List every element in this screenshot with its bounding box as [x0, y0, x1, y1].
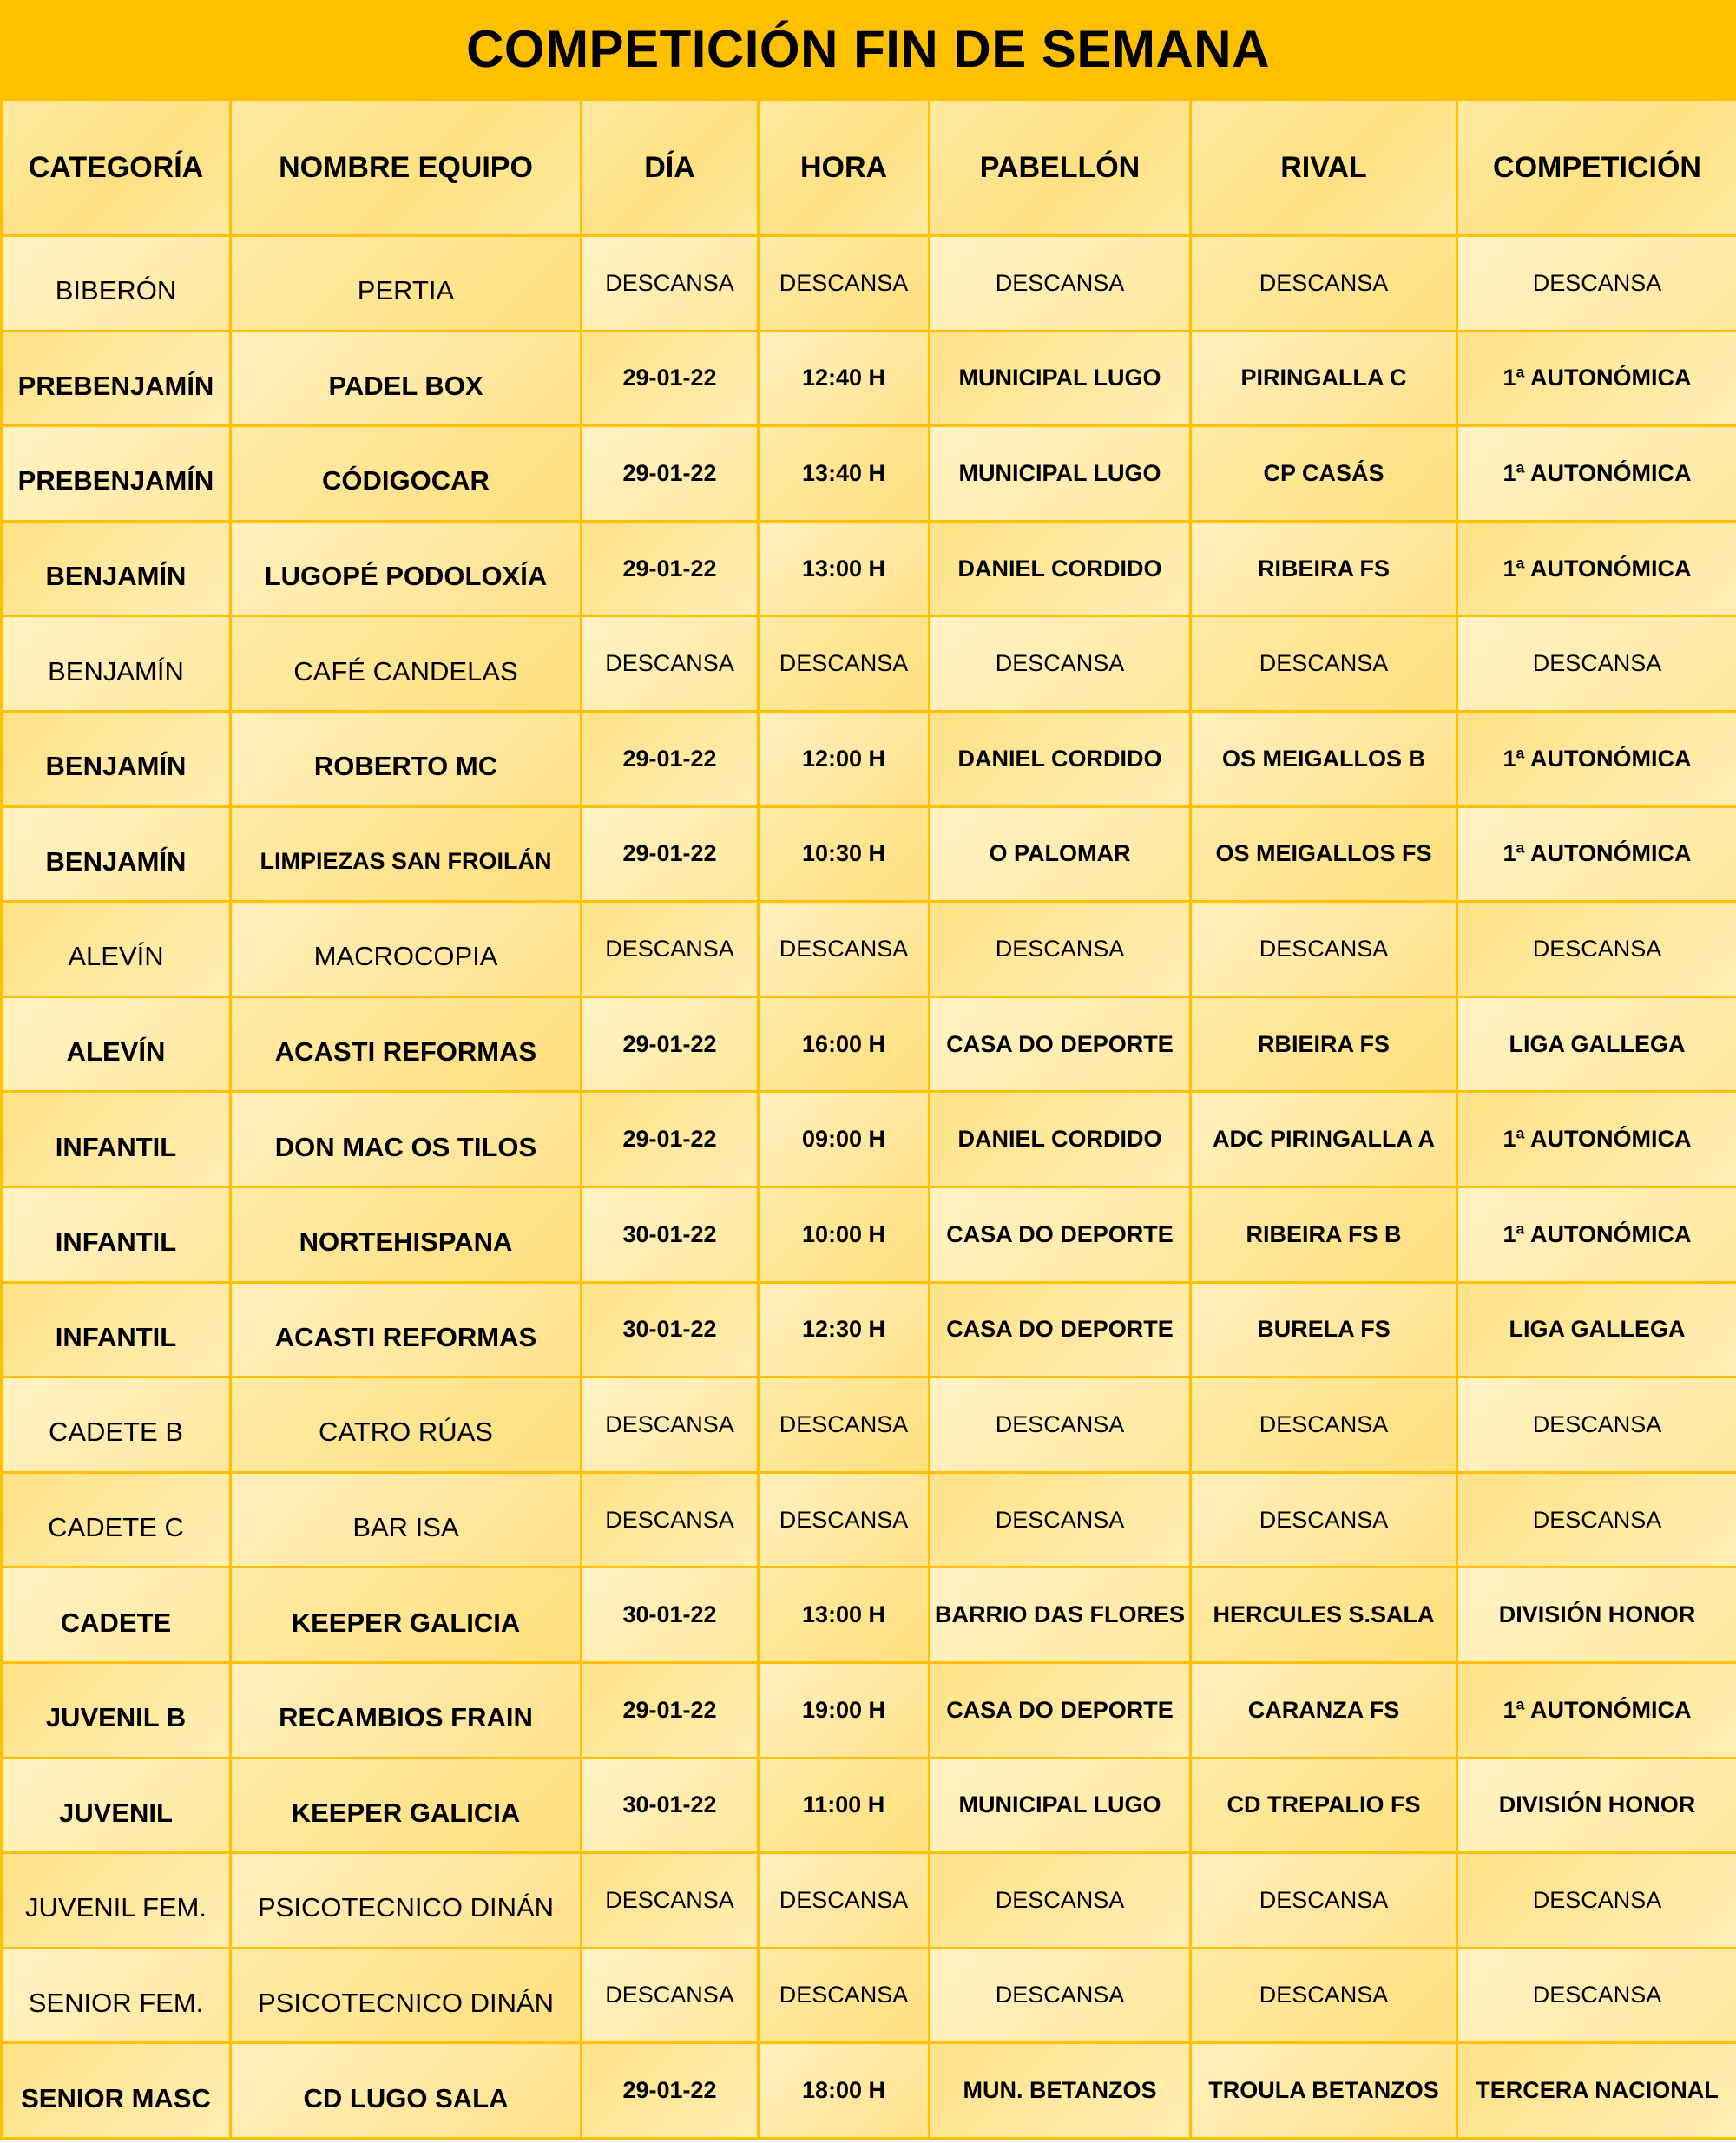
- category-cell: PREBENJAMÍN: [2, 426, 231, 522]
- time-cell: 13:00 H: [759, 1568, 930, 1663]
- table-row: [2, 1662, 1736, 1758]
- team-name-cell: CATRO RÚAS: [231, 1377, 582, 1473]
- competition-cell: 1ª AUTONÓMICA: [1457, 1092, 1736, 1187]
- competition-cell: DIVISIÓN HONOR: [1457, 1568, 1736, 1663]
- team-name-cell: PADEL BOX: [231, 331, 582, 426]
- header-category: CATEGORÍA: [2, 100, 231, 236]
- venue-cell: DESCANSA: [930, 1948, 1191, 2043]
- time-cell: 13:40 H: [759, 426, 930, 522]
- time-cell: 09:00 H: [759, 1092, 930, 1187]
- header-day: DÍA: [582, 100, 759, 236]
- category-cell: BENJAMÍN: [2, 711, 231, 806]
- venue-cell: DESCANSA: [930, 1853, 1191, 1949]
- rival-cell: DESCANSA: [1191, 902, 1457, 997]
- table-row: [2, 331, 1736, 426]
- team-name-cell: ACASTI REFORMAS: [231, 996, 582, 1092]
- title-bar: [0, 0, 1736, 98]
- page-title: COMPETICIÓN FIN DE SEMANA: [466, 20, 1270, 78]
- venue-cell: CASA DO DEPORTE: [930, 996, 1191, 1092]
- time-cell: 13:00 H: [759, 521, 930, 616]
- table-row: [2, 1282, 1736, 1377]
- venue-cell: CASA DO DEPORTE: [930, 1662, 1191, 1758]
- team-name-cell: CAFÉ CANDELAS: [231, 616, 582, 712]
- table-row: [2, 236, 1736, 332]
- rival-cell: PIRINGALLA C: [1191, 331, 1457, 426]
- time-cell: 16:00 H: [759, 996, 930, 1092]
- team-name-cell: MACROCOPIA: [231, 902, 582, 997]
- table-row: [2, 902, 1736, 997]
- rival-cell: RIBEIRA FS B: [1191, 1187, 1457, 1282]
- competition-cell: DIVISIÓN HONOR: [1457, 1758, 1736, 1853]
- rival-cell: DESCANSA: [1191, 1377, 1457, 1473]
- day-cell: 29-01-22: [582, 996, 759, 1092]
- day-cell: 29-01-22: [582, 806, 759, 902]
- table-row: [2, 806, 1736, 902]
- time-cell: DESCANSA: [759, 616, 930, 712]
- rival-cell: DESCANSA: [1191, 1853, 1457, 1949]
- competition-cell: DESCANSA: [1457, 902, 1736, 997]
- day-cell: 29-01-22: [582, 426, 759, 522]
- venue-cell: DESCANSA: [930, 236, 1191, 332]
- time-cell: DESCANSA: [759, 1948, 930, 2043]
- time-cell: 12:00 H: [759, 711, 930, 806]
- table-row: [2, 711, 1736, 806]
- time-cell: 18:00 H: [759, 2043, 930, 2139]
- table-body: [2, 236, 1736, 2139]
- table-row: [2, 1187, 1736, 1282]
- category-cell: BENJAMÍN: [2, 806, 231, 902]
- category-cell: JUVENIL: [2, 1758, 231, 1853]
- team-name-cell: ROBERTO MC: [231, 711, 582, 806]
- header-venue: PABELLÓN: [930, 100, 1191, 236]
- table-row: [2, 521, 1736, 616]
- time-cell: 10:30 H: [759, 806, 930, 902]
- venue-cell: MUNICIPAL LUGO: [930, 426, 1191, 522]
- competition-cell: 1ª AUTONÓMICA: [1457, 331, 1736, 426]
- venue-cell: DANIEL CORDIDO: [930, 711, 1191, 806]
- rival-cell: DESCANSA: [1191, 1948, 1457, 2043]
- time-cell: DESCANSA: [759, 1472, 930, 1568]
- day-cell: 29-01-22: [582, 1662, 759, 1758]
- competition-cell: DESCANSA: [1457, 616, 1736, 712]
- team-name-cell: ACASTI REFORMAS: [231, 1282, 582, 1377]
- category-cell: INFANTIL: [2, 1187, 231, 1282]
- table-row: [2, 1853, 1736, 1949]
- venue-cell: MUNICIPAL LUGO: [930, 331, 1191, 426]
- table-row: [2, 1758, 1736, 1853]
- category-cell: CADETE: [2, 1568, 231, 1663]
- team-name-cell: LIMPIEZAS SAN FROILÁN: [231, 806, 582, 902]
- competition-cell: TERCERA NACIONAL: [1457, 2043, 1736, 2139]
- competition-cell: 1ª AUTONÓMICA: [1457, 1187, 1736, 1282]
- venue-cell: DESCANSA: [930, 902, 1191, 997]
- table-row: [2, 1092, 1736, 1187]
- time-cell: 10:00 H: [759, 1187, 930, 1282]
- day-cell: DESCANSA: [582, 1377, 759, 1473]
- category-cell: ALEVÍN: [2, 996, 231, 1092]
- competition-cell: 1ª AUTONÓMICA: [1457, 711, 1736, 806]
- venue-cell: MUN. BETANZOS: [930, 2043, 1191, 2139]
- rival-cell: TROULA BETANZOS: [1191, 2043, 1457, 2139]
- time-cell: DESCANSA: [759, 902, 930, 997]
- venue-cell: DANIEL CORDIDO: [930, 521, 1191, 616]
- day-cell: 29-01-22: [582, 711, 759, 806]
- team-name-cell: BAR ISA: [231, 1472, 582, 1568]
- table-row: [2, 1377, 1736, 1473]
- category-cell: CADETE B: [2, 1377, 231, 1473]
- venue-cell: DESCANSA: [930, 1472, 1191, 1568]
- time-cell: 12:40 H: [759, 331, 930, 426]
- venue-cell: BARRIO DAS FLORES: [930, 1568, 1191, 1663]
- rival-cell: ADC PIRINGALLA A: [1191, 1092, 1457, 1187]
- rival-cell: OS MEIGALLOS FS: [1191, 806, 1457, 902]
- venue-cell: CASA DO DEPORTE: [930, 1187, 1191, 1282]
- venue-cell: CASA DO DEPORTE: [930, 1282, 1191, 1377]
- team-name-cell: RECAMBIOS FRAIN: [231, 1662, 582, 1758]
- category-cell: CADETE C: [2, 1472, 231, 1568]
- table-row: [2, 1472, 1736, 1568]
- rival-cell: CD TREPALIO FS: [1191, 1758, 1457, 1853]
- category-cell: PREBENJAMÍN: [2, 331, 231, 426]
- competition-cell: DESCANSA: [1457, 1948, 1736, 2043]
- rival-cell: RBIEIRA FS: [1191, 996, 1457, 1092]
- category-cell: SENIOR FEM.: [2, 1948, 231, 2043]
- rival-cell: OS MEIGALLOS B: [1191, 711, 1457, 806]
- team-name-cell: LUGOPÉ PODOLOXÍA: [231, 521, 582, 616]
- competition-cell: LIGA GALLEGA: [1457, 1282, 1736, 1377]
- team-name-cell: CÓDIGOCAR: [231, 426, 582, 522]
- competition-cell: 1ª AUTONÓMICA: [1457, 806, 1736, 902]
- team-name-cell: PERTIA: [231, 236, 582, 332]
- category-cell: INFANTIL: [2, 1282, 231, 1377]
- rival-cell: RIBEIRA FS: [1191, 521, 1457, 616]
- time-cell: DESCANSA: [759, 1853, 930, 1949]
- day-cell: DESCANSA: [582, 1853, 759, 1949]
- day-cell: DESCANSA: [582, 1472, 759, 1568]
- header-competition: COMPETICIÓN: [1457, 100, 1736, 236]
- competition-cell: 1ª AUTONÓMICA: [1457, 521, 1736, 616]
- day-cell: DESCANSA: [582, 236, 759, 332]
- venue-cell: MUNICIPAL LUGO: [930, 1758, 1191, 1853]
- rival-cell: HERCULES S.SALA: [1191, 1568, 1457, 1663]
- header-rival: RIVAL: [1191, 100, 1457, 236]
- day-cell: 29-01-22: [582, 2043, 759, 2139]
- team-name-cell: CD LUGO SALA: [231, 2043, 582, 2139]
- competition-cell: 1ª AUTONÓMICA: [1457, 1662, 1736, 1758]
- time-cell: 19:00 H: [759, 1662, 930, 1758]
- day-cell: 30-01-22: [582, 1568, 759, 1663]
- rival-cell: DESCANSA: [1191, 1472, 1457, 1568]
- time-cell: 12:30 H: [759, 1282, 930, 1377]
- competition-cell: DESCANSA: [1457, 1472, 1736, 1568]
- day-cell: 30-01-22: [582, 1758, 759, 1853]
- venue-cell: DESCANSA: [930, 1377, 1191, 1473]
- table-row: [2, 996, 1736, 1092]
- rival-cell: DESCANSA: [1191, 616, 1457, 712]
- team-name-cell: NORTEHISPANA: [231, 1187, 582, 1282]
- team-name-cell: KEEPER GALICIA: [231, 1568, 582, 1663]
- category-cell: BIBERÓN: [2, 236, 231, 332]
- rival-cell: CARANZA FS: [1191, 1662, 1457, 1758]
- competition-cell: DESCANSA: [1457, 1377, 1736, 1473]
- header-team-name: NOMBRE EQUIPO: [231, 100, 582, 236]
- team-name-cell: DON MAC OS TILOS: [231, 1092, 582, 1187]
- table-row: [2, 1568, 1736, 1663]
- competition-cell: 1ª AUTONÓMICA: [1457, 426, 1736, 522]
- day-cell: 30-01-22: [582, 1187, 759, 1282]
- competition-cell: DESCANSA: [1457, 1853, 1736, 1949]
- table-row: [2, 2043, 1736, 2139]
- category-cell: ALEVÍN: [2, 902, 231, 997]
- category-cell: JUVENIL B: [2, 1662, 231, 1758]
- day-cell: 29-01-22: [582, 521, 759, 616]
- rival-cell: BURELA FS: [1191, 1282, 1457, 1377]
- category-cell: BENJAMÍN: [2, 521, 231, 616]
- category-cell: INFANTIL: [2, 1092, 231, 1187]
- competition-cell: DESCANSA: [1457, 236, 1736, 332]
- category-cell: JUVENIL FEM.: [2, 1853, 231, 1949]
- table-row: [2, 616, 1736, 712]
- category-cell: BENJAMÍN: [2, 616, 231, 712]
- venue-cell: DESCANSA: [930, 616, 1191, 712]
- day-cell: DESCANSA: [582, 1948, 759, 2043]
- header-row: [2, 100, 1736, 236]
- time-cell: DESCANSA: [759, 1377, 930, 1473]
- time-cell: 11:00 H: [759, 1758, 930, 1853]
- day-cell: DESCANSA: [582, 616, 759, 712]
- team-name-cell: PSICOTECNICO DINÁN: [231, 1853, 582, 1949]
- time-cell: DESCANSA: [759, 236, 930, 332]
- team-name-cell: KEEPER GALICIA: [231, 1758, 582, 1853]
- rival-cell: CP CASÁS: [1191, 426, 1457, 522]
- day-cell: 30-01-22: [582, 1282, 759, 1377]
- day-cell: DESCANSA: [582, 902, 759, 997]
- competition-cell: LIGA GALLEGA: [1457, 996, 1736, 1092]
- rival-cell: DESCANSA: [1191, 236, 1457, 332]
- venue-cell: O PALOMAR: [930, 806, 1191, 902]
- team-name-cell: PSICOTECNICO DINÁN: [231, 1948, 582, 2043]
- day-cell: 29-01-22: [582, 331, 759, 426]
- table-row: [2, 426, 1736, 522]
- header-time: HORA: [759, 100, 930, 236]
- venue-cell: DANIEL CORDIDO: [930, 1092, 1191, 1187]
- table-row: [2, 1948, 1736, 2043]
- day-cell: 29-01-22: [582, 1092, 759, 1187]
- category-cell: SENIOR MASC: [2, 2043, 231, 2139]
- schedule-table: [0, 98, 1736, 2140]
